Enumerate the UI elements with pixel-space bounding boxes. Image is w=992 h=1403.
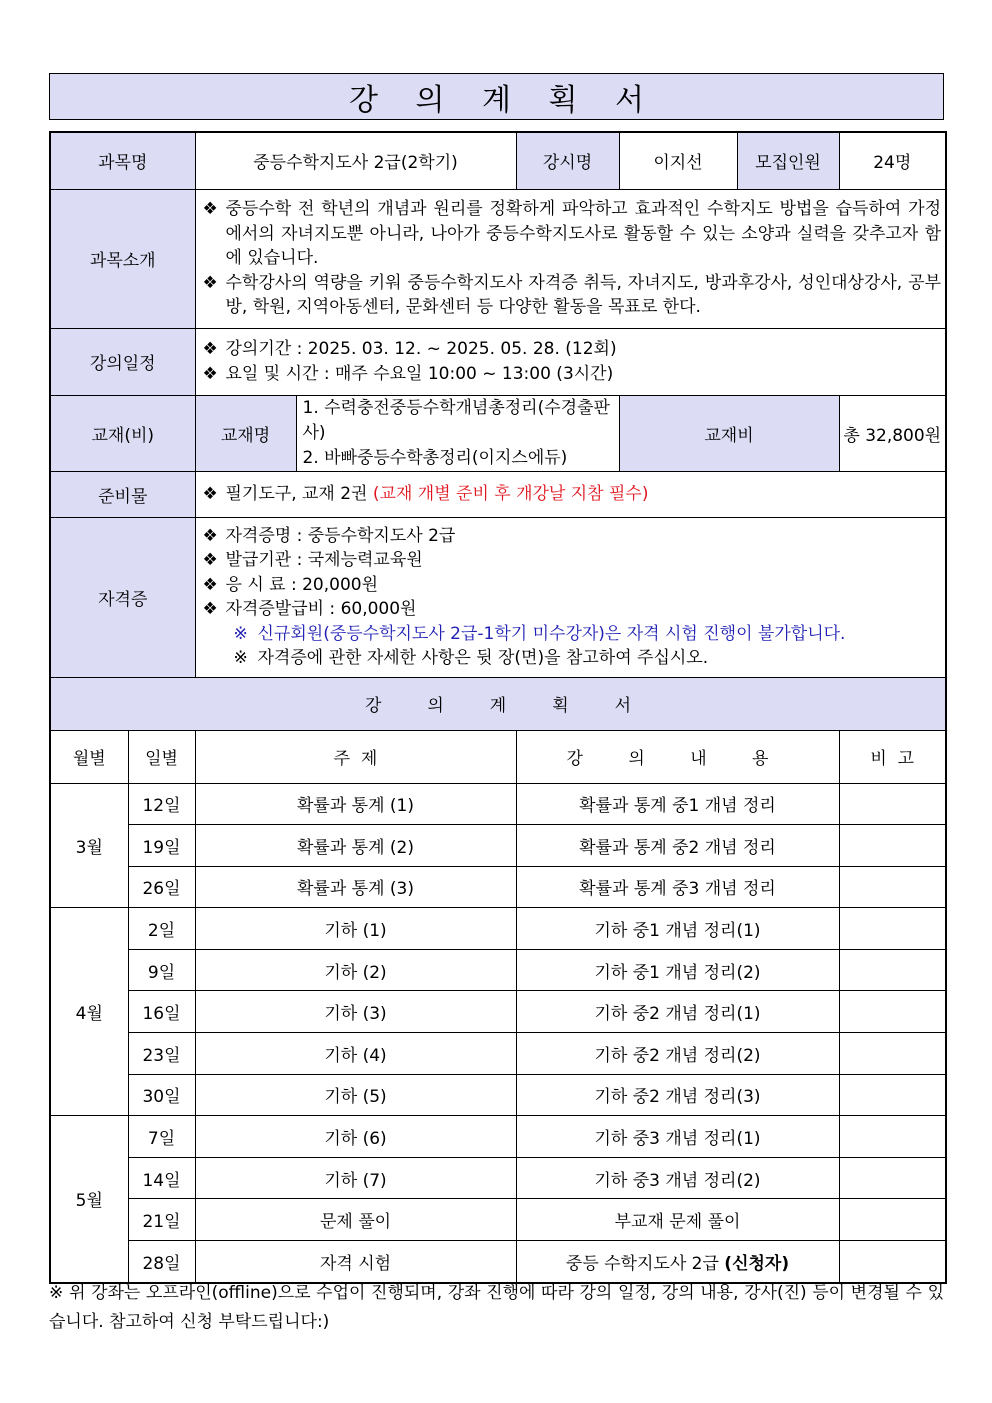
reference-mark-icon: ※ <box>49 1283 64 1303</box>
certificate-item: ❖ 발급기관 : 국제능력교육원 <box>200 548 942 573</box>
supplies-warning: (교재 개별 준비 후 개강날 지참 필수) <box>372 483 649 504</box>
diamond-bullet-icon: ❖ <box>202 550 218 570</box>
content-applicant-note: (신청자) <box>724 1253 790 1274</box>
remark-cell <box>839 825 946 867</box>
schedule-item: ❖ 요일 및 시간 : 매주 수요일 10:00 ~ 13:00 (3시간) <box>200 362 942 387</box>
diamond-bullet-icon: ❖ <box>202 574 218 595</box>
capacity-value: 24명 <box>839 132 946 189</box>
certificate-note-new-member: ※ 신규회원(중등수학지도사 2급-1학기 미수강자)은 자격 시험 진행이 불가합니다. <box>196 622 946 647</box>
supplies-item: ❖ 필기도구, 교재 2권 (교재 개별 준비 후 개강날 지참 필수) <box>200 482 942 507</box>
certificate-row <box>50 517 946 677</box>
topic-cell: 확률과 통계 (3) <box>195 866 516 908</box>
textbook-row <box>50 395 946 471</box>
certificate-note-details: ※ 자격증에 관한 자세한 사항은 뒷 장(면)을 참고하여 주십시오. <box>196 646 946 675</box>
supplies-label: 준비물 <box>50 471 195 517</box>
day-cell: 14일 <box>128 1157 195 1199</box>
subject-row <box>50 132 946 189</box>
subject-label: 과목명 <box>50 132 195 189</box>
topic-cell: 기하 (4) <box>195 1033 516 1075</box>
plan-row <box>50 991 946 1033</box>
content-cell: 기하 중3 개념 정리(2) <box>516 1157 839 1199</box>
certificate-item: ❖ 응 시 료 : 20,000원 <box>200 573 942 598</box>
content-cell: 기하 중2 개념 정리(3) <box>516 1074 839 1116</box>
header-topic: 주 제 <box>195 730 516 783</box>
intro-content <box>195 189 946 328</box>
month-cell: 5월 <box>50 1116 128 1283</box>
plan-row <box>50 825 946 867</box>
remark-cell <box>839 1241 946 1283</box>
textbook-fee-value: 총 32,800원 <box>839 395 946 471</box>
remark-cell <box>839 1157 946 1199</box>
certificate-item: ❖ 자격증명 : 중등수학지도사 2급 <box>200 524 942 549</box>
topic-cell: 확률과 통계 (1) <box>195 783 516 825</box>
remark-cell <box>839 991 946 1033</box>
topic-cell: 기하 (1) <box>195 908 516 950</box>
month-cell: 4월 <box>50 908 128 1116</box>
day-cell: 9일 <box>128 949 195 991</box>
content-cell: 확률과 통계 중1 개념 정리 <box>516 783 839 825</box>
header-remark: 비 고 <box>839 730 946 783</box>
content-cell: 기하 중3 개념 정리(1) <box>516 1116 839 1158</box>
topic-cell: 자격 시험 <box>195 1241 516 1283</box>
day-cell: 30일 <box>128 1074 195 1116</box>
plan-row <box>50 908 946 950</box>
topic-cell: 확률과 통계 (2) <box>195 825 516 867</box>
schedule-item: ❖ 강의기간 : 2025. 03. 12. ~ 2025. 05. 28. (12회) <box>200 337 942 362</box>
intro-row <box>50 189 946 328</box>
remark-cell <box>839 866 946 908</box>
certificate-content <box>195 517 946 677</box>
content-cell: 기하 중2 개념 정리(2) <box>516 1033 839 1075</box>
intro-item: ❖ 중등수학 전 학년의 개념과 원리를 정확하게 파악하고 효과적인 수학지도 방법을 습득하여 가정에서의 자녀지도뿐 아니라, 나아가 중등수학지도사로 활동할 수 있는 소양과 실력을 갖추고자 함에 있습니다. <box>202 199 941 269</box>
topic-cell: 기하 (6) <box>195 1116 516 1158</box>
topic-cell: 문제 풀이 <box>195 1199 516 1241</box>
textbook-item: 2. 바빠중등수학총정리(이지스에듀) <box>302 447 568 468</box>
diamond-bullet-icon: ❖ <box>202 363 218 384</box>
textbook-names <box>296 395 619 471</box>
day-cell: 23일 <box>128 1033 195 1075</box>
header-month: 월별 <box>50 730 128 783</box>
subject-value: 중등수학지도사 2급(2학기) <box>195 132 516 189</box>
day-cell: 28일 <box>128 1241 195 1283</box>
remark-cell <box>839 949 946 991</box>
content-cell: 기하 중1 개념 정리(2) <box>516 949 839 991</box>
certificate-label: 자격증 <box>50 517 195 677</box>
remark-cell <box>839 1074 946 1116</box>
schedule-info-content <box>195 328 946 395</box>
textbook-label: 교재(비) <box>50 395 195 471</box>
diamond-bullet-icon: ❖ <box>202 339 218 359</box>
diamond-bullet-icon: ❖ <box>202 599 218 619</box>
month-cell: 3월 <box>50 783 128 908</box>
day-cell: 2일 <box>128 908 195 950</box>
plan-row <box>50 1199 946 1241</box>
intro-label: 과목소개 <box>50 189 195 328</box>
textbook-name-label: 교재명 <box>195 395 296 471</box>
reference-mark-icon: ※ <box>233 623 248 644</box>
topic-cell: 기하 (7) <box>195 1157 516 1199</box>
reference-mark-icon: ※ <box>233 648 248 668</box>
plan-row <box>50 866 946 908</box>
content-cell: 확률과 통계 중2 개념 정리 <box>516 825 839 867</box>
topic-cell: 기하 (5) <box>195 1074 516 1116</box>
diamond-bullet-icon: ❖ <box>202 199 218 220</box>
day-cell: 12일 <box>128 783 195 825</box>
topic-cell: 기하 (2) <box>195 949 516 991</box>
instructor-label: 강시명 <box>516 132 619 189</box>
day-cell: 21일 <box>128 1199 195 1241</box>
content-cell: 기하 중2 개념 정리(1) <box>516 991 839 1033</box>
plan-row <box>50 1074 946 1116</box>
content-cell: 부교재 문제 풀이 <box>516 1199 839 1241</box>
plan-row <box>50 1241 946 1283</box>
supplies-content <box>195 471 946 517</box>
content-cell: 중등 수학지도사 2급 (신청자) <box>516 1241 839 1283</box>
header-day: 일별 <box>128 730 195 783</box>
content-cell: 기하 중1 개념 정리(1) <box>516 908 839 950</box>
topic-cell: 기하 (3) <box>195 991 516 1033</box>
textbook-item: 1. 수력충전중등수학개념총정리(수경출판사) <box>302 397 610 443</box>
certificate-item: ❖ 자격증발급비 : 60,000원 <box>200 597 942 622</box>
diamond-bullet-icon: ❖ <box>202 525 218 546</box>
header-content: 강 의 내 용 <box>516 730 839 783</box>
remark-cell <box>839 783 946 825</box>
plan-table <box>49 131 947 1284</box>
remark-cell <box>839 1199 946 1241</box>
textbook-fee-label: 교재비 <box>619 395 839 471</box>
document-title: 강 의 계 획 서 <box>49 73 944 120</box>
supplies-row <box>50 471 946 517</box>
plan-row <box>50 1033 946 1075</box>
remark-cell <box>839 1116 946 1158</box>
diamond-bullet-icon: ❖ <box>202 483 218 504</box>
content-cell: 확률과 통계 중3 개념 정리 <box>516 866 839 908</box>
instructor-value: 이지선 <box>619 132 737 189</box>
plan-row <box>50 949 946 991</box>
capacity-label: 모집인원 <box>737 132 839 189</box>
remark-cell <box>839 1033 946 1075</box>
day-cell: 19일 <box>128 825 195 867</box>
remark-cell <box>839 908 946 950</box>
day-cell: 16일 <box>128 991 195 1033</box>
day-cell: 7일 <box>128 1116 195 1158</box>
plan-row <box>50 783 946 825</box>
footnote: ※ 위 강좌는 오프라인(offline)으로 수업이 진행되며, 강좌 진행에 따라 강의 일정, 강의 내용, 강사(진) 등이 변경될 수 있습니다. 참고하여 신청 부탁드립니다:) <box>49 1283 945 1332</box>
plan-heading-row <box>50 677 946 730</box>
plan-row <box>50 1157 946 1199</box>
plan-row <box>50 1116 946 1158</box>
day-cell: 26일 <box>128 866 195 908</box>
intro-item: ❖ 수학강사의 역량을 키워 중등수학지도사 자격증 취득, 자녀지도, 방과후강사, 성인대상강사, 공부방, 학원, 지역아동센터, 문화센터 등 다양한 활동을 목표로 한다. <box>202 272 941 318</box>
schedule-info-label: 강의일정 <box>50 328 195 395</box>
plan-header-row <box>50 730 946 783</box>
schedule-info-row <box>50 328 946 395</box>
plan-heading: 강의계획서 <box>50 677 946 730</box>
diamond-bullet-icon: ❖ <box>202 272 218 293</box>
